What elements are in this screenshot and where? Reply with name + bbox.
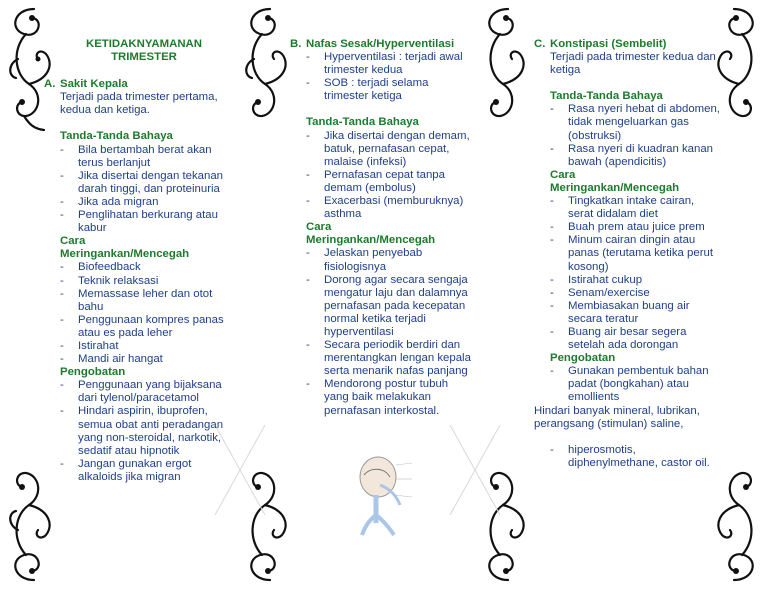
intro-line: Terjadi pada trimester kedua dan [550,51,716,64]
list-item: - Buang air besar segera setelah ada dorongan [550,325,687,352]
list-item: - Gunakan pembentuk bahan padat (bongkahan) atau emollients [550,365,709,404]
warn-heading: Tanda-Tanda Bahaya [550,90,663,103]
list-item: - Bila bertambah berat akan terus berlanjut [60,143,212,169]
warn-heading: Tanda-Tanda Bahaya [306,116,419,129]
list-item: - Penggunaan yang bijaksana dari tylenol/paracetamol [60,379,222,405]
section-marker: C. [534,38,546,50]
list-item: - Jika disertai dengan tekanan darah tinggi, dan proteinuria [60,169,224,195]
cara-heading-line1: Cara [60,235,86,248]
section-title: Sakit Kepala [60,78,128,91]
list-item: - Jika disertai dengan demam, batuk, pernafasan cepat, malaise (infeksi) [306,129,470,168]
list-item: - Biofeedback [60,261,141,274]
list-item: - Teknik relaksasi [60,274,159,287]
intro-line: Terjadi pada trimester pertama, [60,91,218,104]
cara-heading-line2: Meringankan/Mencegah [550,181,680,194]
list-item: - Jelaskan penyebab fisiologisnya [306,247,423,273]
section-heading-b [290,38,490,51]
list-item: - Dorong agar secara sengaja mengatur laju dan dalamnya pernafasan pada kecepatan normal ketika terjadi hyperventilasi [306,273,468,338]
list-item: - Jangan gunakan ergot alkaloids jika migran [60,457,192,483]
column-sakit-kepala [44,0,244,594]
list-item: - Exacerbasi (memburuknya) asthma [306,195,464,221]
obat-heading: Pengobatan [60,366,126,379]
list-item: - hiperosmotis, diphenylmethane, castor oil. [550,443,710,469]
list-item: - Penggunaan kompres panas atau es pada leher [60,313,224,339]
list-item: - SOB : terjadi selama trimester ketiga [306,77,429,103]
cara-heading-line1: Cara [306,221,332,234]
obat-heading: Pengobatan [550,352,616,365]
section-heading-a [44,78,244,91]
list-item: - Mandi air hangat [60,353,163,366]
brochure-title-line2: TRIMESTER [111,51,177,64]
note-line: Hindari banyak mineral, lubrikan, [534,404,700,417]
cara-heading-line1: Cara [550,168,576,181]
list-item: - Memassase leher dan otot bahu [60,287,213,313]
intro-line: kedua dan ketiga. [60,104,150,117]
section-title: Konstipasi (Sembelit) [550,38,667,50]
list-item: - Hindari aspirin, ibuprofen, semua obat anti peradangan yang non-steroidal, narkotik, sedatif atau hipnotik [60,405,224,457]
section-heading-c [534,38,734,51]
list-item: - Istirahat [60,339,119,352]
list-item: - Tingkatkan intake cairan, serat didalam diet [550,195,695,221]
column-nafas-sesak [290,0,490,594]
note-line: perangsang (stimulan) saline, [534,417,684,430]
list-item: - Membiasakan buang air secara teratur [550,299,690,325]
list-item: - Senam/exercise [550,286,650,299]
cara-heading-line2: Meringankan/Mencegah [60,248,190,261]
section-marker: B. [290,38,302,50]
cara-heading-line2: Meringankan/Mencegah [306,234,436,247]
list-item: - Istirahat cukup [550,273,643,286]
list-item: - Penglihatan berkurang atau kabur [60,209,218,235]
list-item: - Minum cairan dingin atau panas (terutama ketika perut kosong) [550,234,713,273]
list-item: - Secara periodik berdiri dan merentangkan lengan kepala serta menarik nafas panjang [306,339,471,378]
list-item: - Buah prem atau juice prem [550,221,705,234]
list-item: - Jika ada migran [60,195,159,208]
warn-heading: Tanda-Tanda Bahaya [60,130,173,143]
brochure-title-line1: KETIDAKNYAMANAN [85,38,203,50]
list-item: - Rasa nyeri di kuadran kanan bawah (apendicitis) [550,142,714,168]
section-title: Nafas Sesak/Hyperventilasi [306,38,455,50]
list-item: - Hyperventilasi : terjadi awal trimester kedua [306,51,463,77]
section-marker: A. [44,78,56,91]
list-item: - Mendorong postur tubuh yang baik melakukan pernafasan interkostal. [306,378,449,417]
column-konstipasi [534,0,734,594]
list-item: - Rasa nyeri hebat di abdomen, tidak mengeluarkan gas (obstruksi) [550,103,720,142]
intro-line: ketiga [550,64,581,77]
list-item: - Pernafasan cepat tanpa demam (embolus) [306,168,445,194]
